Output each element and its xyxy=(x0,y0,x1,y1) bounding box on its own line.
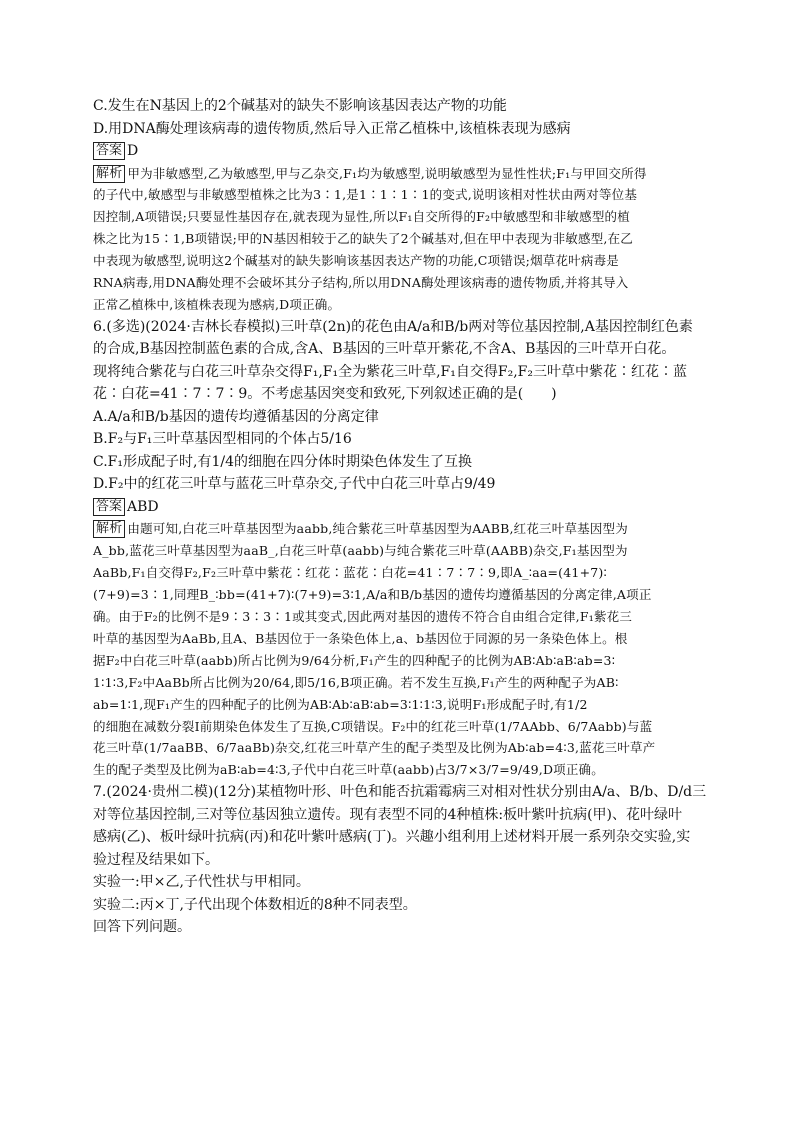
stem-line: 6.(多选)(2024·吉林长春模拟)三叶草(2n)的花色由A/a和B/b两对等位基因控制,A基因控制红色素 xyxy=(93,318,693,335)
analysis-line: 的子代中,敏感型与非敏感型植株之比为3∶1,是1∶1∶1∶1的变式,说明该相对性状由两对等位基 xyxy=(93,187,638,203)
analysis-line: RNA病毒,用DNA酶处理不会破坏其分子结构,所以用DNA酶处理该病毒的遗传物质,并将其导入 xyxy=(93,275,629,291)
stem-line: 7.(2024·贵州二模)(12分)某植物叶形、叶色和能否抗霜霉病三对相对性状分别由A/a、B/b、D/d三 xyxy=(93,784,707,801)
option-a: A.A/a和B/b基因的遗传均遵循基因的分离定律 xyxy=(93,408,379,425)
analysis-line: (7+9)=3∶1,同理B_∶bb=(41+7)∶(7+9)=3∶1,A/a和B/b基因的遗传均遵循基因的分离定律,A项正 xyxy=(93,587,652,603)
analysis-line: 生的配子类型及比例为aB∶ab=4∶3,子代中白花三叶草(aabb)占3/7×3/7=9/49,D项正确。 xyxy=(93,762,604,778)
analysis-line: 花三叶草(1/7aaBB、6/7aaBb)杂交,红花三叶草产生的配子类型及比例为Ab∶ab=4∶3,蓝花三叶草产 xyxy=(93,740,656,756)
answer-value: D xyxy=(127,143,139,159)
analysis-line: 解析 由题可知,白花三叶草基因型为aabb,纯合紫花三叶草基因型为AABB,红花三叶草基因型为 xyxy=(93,518,708,540)
analysis-line: 确。由于F₂的比例不是9∶3∶3∶1或其变式,因此两对基因的遗传不符合自由组合定律,F₁紫花三 xyxy=(93,608,633,624)
experiment-2: 实验二:丙×丁,子代出现个体数相近的8种不同表型。 xyxy=(93,896,417,913)
stem-line: 花∶白花=41∶7∶7∶9。不考虑基因突变和致死,下列叙述正确的是( ) xyxy=(93,386,557,403)
q7-stem xyxy=(93,781,708,939)
analysis-line: 叶草的基因型为AaBb,且A、B基因位于一条染色体上,a、b基因位于同源的另一条染色体上。根 xyxy=(93,630,628,646)
q5-option-c: C.发生在N基因上的2个碱基对的缺失不影响该基因表达产物的功能 xyxy=(93,98,507,114)
analysis-line: AaBb,F₁自交得F₂,F₂三叶草中紫花∶红花∶蓝花∶白花=41∶7∶7∶9,即A_∶aa=(41+7)∶ xyxy=(93,565,607,581)
option-b: B.F₂与F₁三叶草基因型相同的个体占5/16 xyxy=(93,431,352,448)
q6-analysis xyxy=(93,518,708,781)
q6-answer xyxy=(93,496,708,519)
analysis-line: 解析 甲为非敏感型,乙为敏感型,甲与乙杂交,F₁均为敏感型,说明敏感型为显性性状;F₁与甲回交所得 xyxy=(93,163,708,185)
analysis-line: 的细胞在减数分裂Ⅰ前期染色体发生了互换,C项错误。F₂中的红花三叶草(1/7AAbb、6/7Aabb)与蓝 xyxy=(93,718,653,734)
stem-line: 验过程及结果如下。 xyxy=(93,851,219,868)
analysis-line: A_bb,蓝花三叶草基因型为aaB_,白花三叶草(aabb)与纯合紫花三叶草(AABB)杂交,F₁基因型为 xyxy=(93,543,628,559)
document-page xyxy=(93,95,708,939)
q6-options xyxy=(93,406,708,496)
answer-tag: 答案 xyxy=(93,142,125,160)
answer-value: ABD xyxy=(127,498,159,515)
analysis-tag: 解析 xyxy=(93,520,125,538)
analysis-line: 因控制,A项错误;只要显性基因存在,就表现为显性,所以F₁自交所得的F₂中敏感型和非敏感型的植 xyxy=(93,209,630,225)
analysis-line: 中表现为敏感型,说明这2个碱基对的缺失影响该基因表达产物的功能,C项错误;烟草花叶病毒是 xyxy=(93,253,619,269)
q6-stem xyxy=(93,316,708,406)
answer-tag: 答案 xyxy=(93,498,125,516)
analysis-line: 正常乙植株中,该植株表现为感病,D项正确。 xyxy=(93,296,341,312)
q5-option-d: D.用DNA酶处理该病毒的遗传物质,然后导入正常乙植株中,该植株表现为感病 xyxy=(93,120,571,137)
stem-line: 对等位基因控制,三对等位基因独立遗传。现有表型不同的4种植株:板叶紫叶抗病(甲)、花叶绿叶 xyxy=(93,806,682,823)
analysis-line: 据F₂中白花三叶草(aabb)所占比例为9/64分析,F₁产生的四种配子的比例为AB∶Ab∶aB∶ab=3∶ xyxy=(93,652,616,668)
analysis-tag: 解析 xyxy=(93,165,125,183)
q5-analysis xyxy=(93,163,708,316)
option-d: D.F₂中的红花三叶草与蓝花三叶草杂交,子代中白花三叶草占9/49 xyxy=(93,476,496,493)
stem-line: 的合成,B基因控制蓝色素的合成,含A、B基因的三叶草开紫花,不含A、B基因的三叶草开白花。 xyxy=(93,341,676,358)
analysis-line: 1∶1∶3,F₂中AaBb所占比例为20/64,即5/16,B项正确。若不发生互换,F₁产生的两种配子为AB∶ xyxy=(93,674,619,690)
analysis-line: 株之比为15∶1,B项错误;甲的N基因相较于乙的缺失了2个碱基对,但在甲中表现为非敏感型,在乙 xyxy=(93,231,633,247)
analysis-line: ab=1∶1,现F₁产生的四种配子的比例为AB∶Ab∶aB∶ab=3∶1∶1∶3,说明F₁形成配子时,有1/2 xyxy=(93,696,588,712)
stem-line: 现将纯合紫花与白花三叶草杂交得F₁,F₁全为紫花三叶草,F₁自交得F₂,F₂三叶草中紫花∶红花∶蓝 xyxy=(93,363,687,380)
instruction: 回答下列问题。 xyxy=(93,919,191,936)
q5-answer xyxy=(93,140,708,163)
stem-line: 感病(乙)、板叶绿叶抗病(丙)和花叶紫叶感病(丁)。兴趣小组利用上述材料开展一系列杂交实验,实 xyxy=(93,829,691,846)
option-c: C.F₁形成配子时,有1/4的细胞在四分体时期染色体发生了互换 xyxy=(93,453,472,470)
experiment-1: 实验一:甲×乙,子代性状与甲相同。 xyxy=(93,874,310,891)
